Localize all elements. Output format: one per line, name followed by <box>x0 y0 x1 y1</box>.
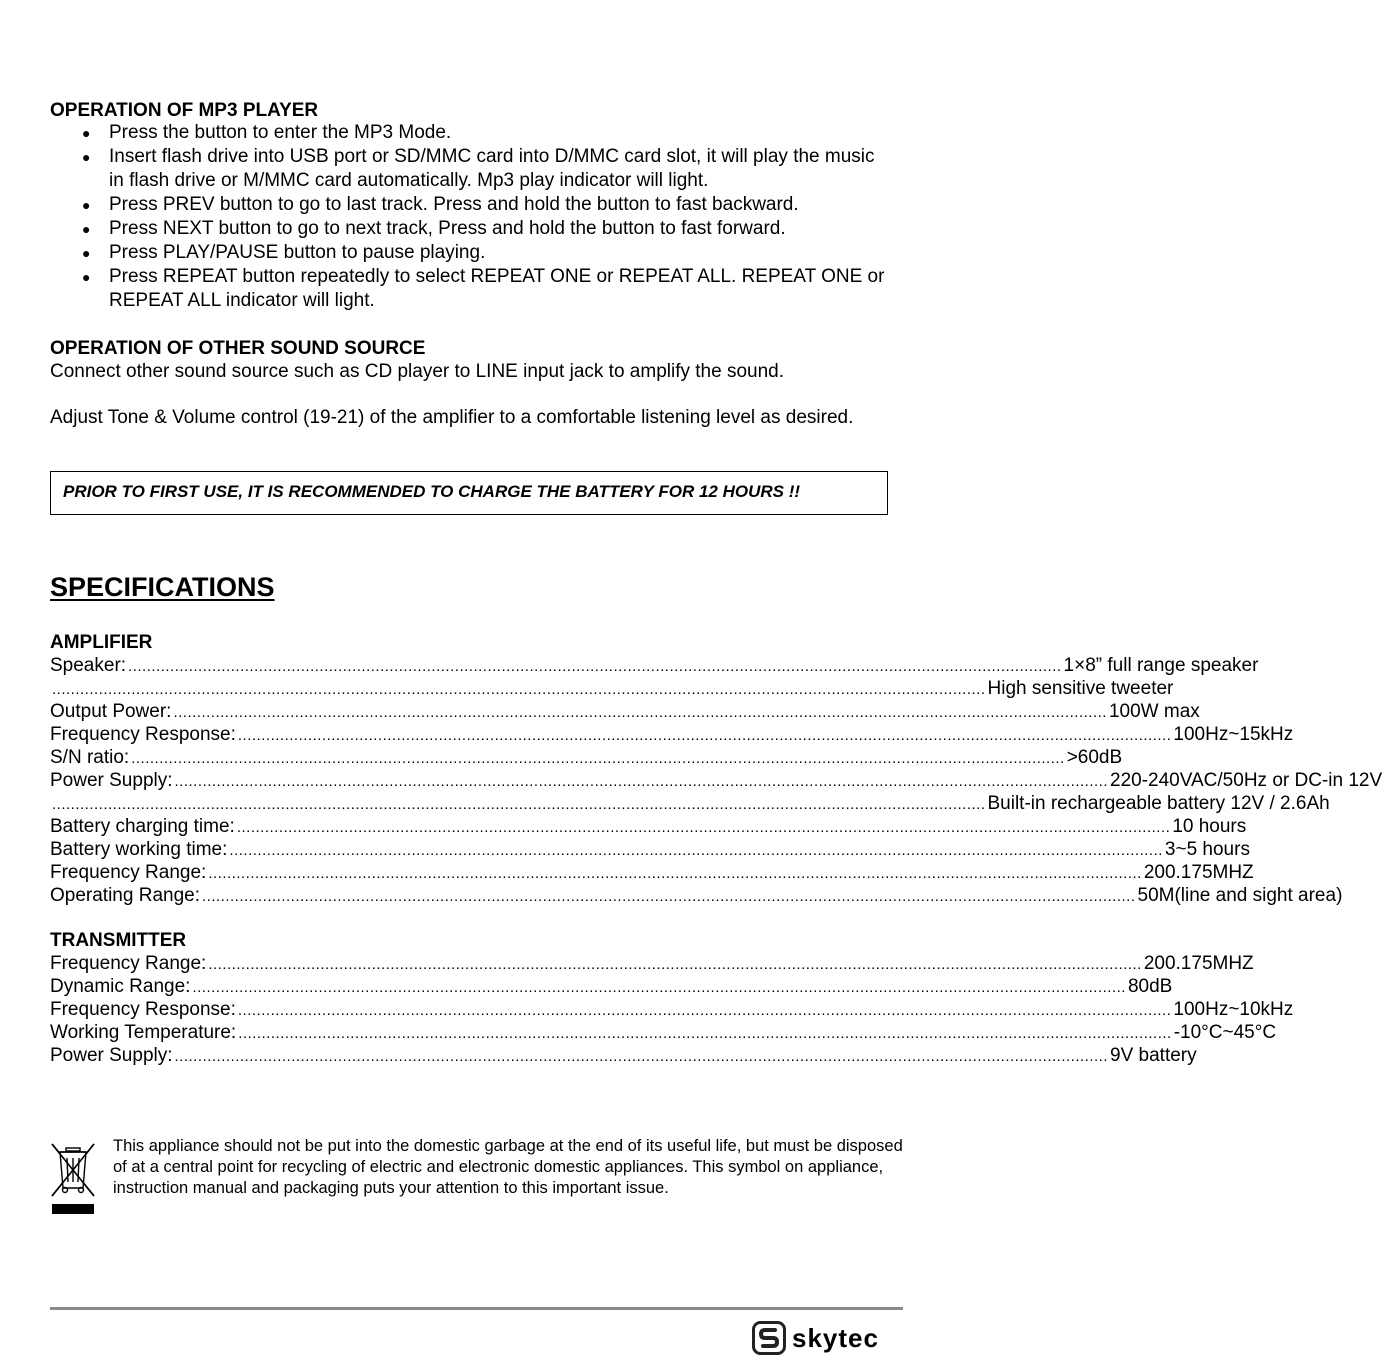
spec-label: Output Power: <box>50 701 172 722</box>
spec-label: Frequency Range: <box>50 953 207 974</box>
bullet-icon: ● <box>82 197 91 213</box>
spec-row <box>50 723 1294 746</box>
spec-value: 100Hz~15kHz <box>1173 724 1294 745</box>
bullet-icon: ● <box>82 149 91 165</box>
transmitter-spec-list <box>50 952 1294 1067</box>
spec-label: S/N ratio: <box>50 747 130 768</box>
spec-row <box>50 677 1174 700</box>
dot-leader: ........................................................................................................................................................................................................ <box>229 842 1163 859</box>
spec-value: Built-in rechargeable battery 12V / 2.6Ah <box>987 793 1330 814</box>
spec-value: 100Hz~10kHz <box>1173 999 1294 1020</box>
spec-value: -10°C~45°C <box>1173 1022 1277 1043</box>
dot-leader: ........................................................................................................................................................................................................ <box>192 979 1126 996</box>
bullet-text: Insert flash drive into USB port or SD/MMC card into D/MMC card slot, it will play the music in flash drive or M/MMC card automatically. Mp3 play indicator will light. <box>109 146 875 191</box>
spec-value: 80dB <box>1127 976 1173 997</box>
dot-leader: ........................................................................................................................................................................................................ <box>208 865 1142 882</box>
spec-value: 200.175MHZ <box>1143 953 1254 974</box>
spec-value: High sensitive tweeter <box>987 678 1174 699</box>
dot-leader: ........................................................................................................................................................................................................ <box>202 888 1136 905</box>
spec-row <box>50 884 1343 907</box>
spec-label: Power Supply: <box>50 770 173 791</box>
dot-leader: ........................................................................................................................................................................................................ <box>52 681 986 698</box>
dot-leader: ........................................................................................................................................................................................................ <box>238 1025 1172 1042</box>
bullet-icon: ● <box>82 125 91 141</box>
spec-row <box>50 975 1173 998</box>
spec-row <box>50 815 1247 838</box>
spec-row <box>50 700 1200 723</box>
footer-divider <box>50 1307 903 1310</box>
spec-label: Frequency Range: <box>50 862 207 883</box>
list-item <box>50 193 890 217</box>
bullet-text: Press PLAY/PAUSE button to pause playing. <box>109 242 486 263</box>
spec-value: 100W max <box>1108 701 1200 722</box>
amplifier-heading: AMPLIFIER <box>50 632 153 653</box>
spec-value: 9V battery <box>1110 1045 1197 1066</box>
crossed-out-wheelie-bin-icon <box>50 1140 96 1216</box>
spec-row <box>50 998 1294 1021</box>
mp3-instructions-list <box>50 121 890 313</box>
list-item <box>50 241 890 265</box>
list-item <box>50 121 890 145</box>
dot-leader: ........................................................................................................................................................................................................ <box>173 704 1107 721</box>
spec-row <box>50 769 1382 792</box>
spec-label: Speaker: <box>50 655 127 676</box>
specifications-title: SPECIFICATIONS <box>50 572 275 602</box>
dot-leader: ........................................................................................................................................................................................................ <box>237 727 1172 744</box>
spec-label: Frequency Response: <box>50 999 236 1020</box>
amplifier-specs <box>50 631 1382 907</box>
battery-notice-box <box>50 471 888 515</box>
spec-label: Dynamic Range: <box>50 976 191 997</box>
dot-leader: ........................................................................................................................................................................................................ <box>237 1002 1172 1019</box>
dot-leader: ........................................................................................................................................................................................................ <box>52 796 986 813</box>
bullet-icon: ● <box>82 221 91 237</box>
bullet-icon: ● <box>82 269 91 285</box>
list-item <box>50 265 890 313</box>
spec-value: 200.175MHZ <box>1143 862 1254 883</box>
dot-leader: ........................................................................................................................................................................................................ <box>174 1048 1109 1065</box>
spec-label: Battery working time: <box>50 839 228 860</box>
weee-disposal-text: This appliance should not be put into the domestic garbage at the end of its useful life, but must be disposed of at a central point for recycling of electric and electronic domestic appliances. This symbol on appliance, instruction manual and packaging puts your attention to this important issue. <box>113 1137 903 1197</box>
amplifier-spec-list <box>50 654 1382 907</box>
transmitter-specs <box>50 929 1294 1067</box>
spec-value: >60dB <box>1066 747 1123 768</box>
spec-row <box>50 861 1254 884</box>
spec-label: Working Temperature: <box>50 1022 237 1043</box>
dot-leader: ........................................................................................................................................................................................................ <box>236 819 1171 836</box>
dot-leader: ........................................................................................................................................................................................................ <box>174 773 1109 790</box>
mp3-heading: OPERATION OF MP3 PLAYER <box>50 100 319 121</box>
spec-row <box>50 654 1259 677</box>
bullet-text: Press PREV button to go to last track. Press and hold the button to fast backward. <box>109 194 799 215</box>
spec-label: Power Supply: <box>50 1045 173 1066</box>
spec-row <box>50 838 1250 861</box>
dot-leader: ........................................................................................................................................................................................................ <box>208 956 1142 973</box>
spec-value: 220-240VAC/50Hz or DC-in 12V <box>1110 770 1382 791</box>
dot-leader: ........................................................................................................................................................................................................ <box>128 658 1062 675</box>
spec-label: Operating Range: <box>50 885 200 906</box>
spec-value: 10 hours <box>1172 816 1247 837</box>
dot-leader: ........................................................................................................................................................................................................ <box>131 750 1065 767</box>
battery-notice-text: PRIOR TO FIRST USE, IT IS RECOMMENDED TO CHARGE THE BATTERY FOR 12 HOURS !! <box>63 482 801 501</box>
list-item <box>50 217 890 241</box>
bullet-text: Press REPEAT button repeatedly to select REPEAT ONE or REPEAT ALL. REPEAT ONE or REPEAT ALL indicator will light. <box>109 266 885 311</box>
spec-value: 1×8” full range speaker <box>1063 655 1259 676</box>
other-source-text: Connect other sound source such as CD player to LINE input jack to amplify the sound. <box>50 361 785 382</box>
spec-row <box>50 1044 1197 1067</box>
skytec-logo <box>752 1320 902 1356</box>
spec-value: 3~5 hours <box>1164 839 1250 860</box>
spec-row <box>50 746 1123 769</box>
other-source-heading: OPERATION OF OTHER SOUND SOURCE <box>50 338 426 359</box>
adjust-text: Adjust Tone & Volume control (19-21) of the amplifier to a comfortable listening level as desired. <box>50 407 854 428</box>
bullet-icon: ● <box>82 245 91 261</box>
spec-label: Frequency Response: <box>50 724 236 745</box>
skytec-logo-icon <box>752 1321 786 1355</box>
bullet-text: Press NEXT button to go to next track, Press and hold the button to fast forward. <box>109 218 786 239</box>
list-item <box>50 145 890 193</box>
spec-value: 50M(line and sight area) <box>1137 885 1343 906</box>
brand-name: skytec <box>792 1323 879 1353</box>
spec-row <box>50 1021 1277 1044</box>
transmitter-heading: TRANSMITTER <box>50 930 187 951</box>
spec-row <box>50 952 1254 975</box>
spec-row <box>50 792 1330 815</box>
bullet-text: Press the button to enter the MP3 Mode. <box>109 122 452 143</box>
spec-label: Battery charging time: <box>50 816 235 837</box>
